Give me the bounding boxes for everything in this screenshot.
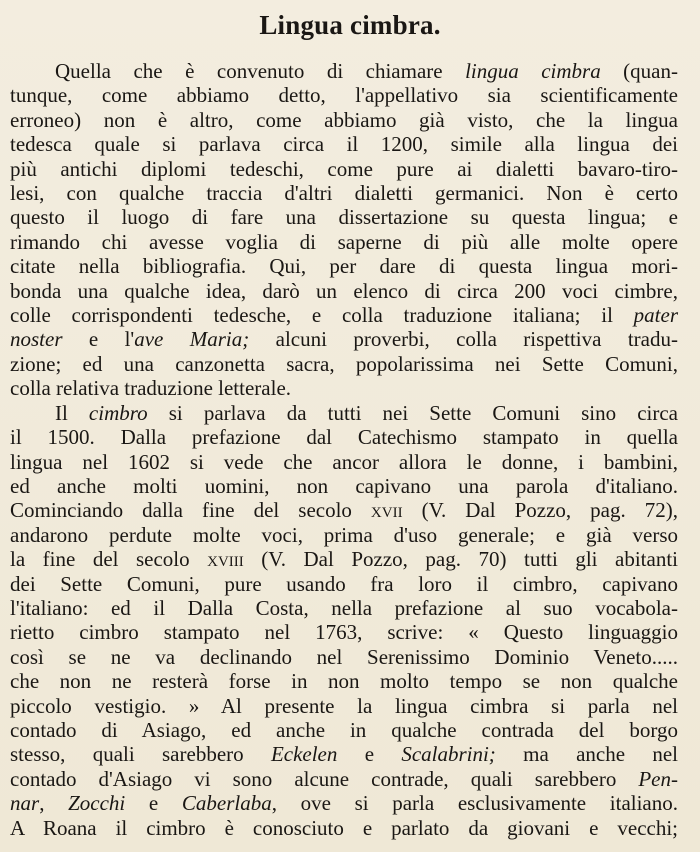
italic-text: Zocchi xyxy=(68,791,126,816)
italic-text: nar xyxy=(10,791,40,816)
text-span: che non ne resterà forse in non molto tempo se non qualche xyxy=(10,669,678,694)
text-line xyxy=(10,157,678,181)
italic-text: Eckelen xyxy=(270,742,338,767)
text-line xyxy=(10,474,678,498)
text-span: si parlava da tutti nei Sette Comuni sino circa xyxy=(147,400,679,425)
text-line xyxy=(10,425,678,449)
text-span: A Roana il cimbro è conosciuto e parlato da giovani e vecchi; xyxy=(10,815,678,840)
text-line xyxy=(10,376,678,400)
text-line xyxy=(10,694,678,718)
text-span: dei Sette Comuni, pure usando fra loro il cimbro, capivano xyxy=(10,571,678,596)
italic-text: pater xyxy=(633,303,678,328)
text-span: zione; ed una canzonetta sacra, popolarissima nei Sette Comuni, xyxy=(10,351,678,376)
text-span: tedesca quale si parlava circa il 1200, simile alla lingua dei xyxy=(10,132,678,157)
text-line xyxy=(10,230,678,254)
italic-text: noster xyxy=(10,327,63,352)
text-span: contado d'Asiago vi sono alcune contrade, quali sarebbero xyxy=(10,766,639,791)
italic-text: ave Maria; xyxy=(134,327,250,352)
text-span: (V. Dal Pozzo, pag. 70) tutti gli abitanti xyxy=(243,547,678,572)
text-span: , ove si parla esclusivamente italiano. xyxy=(271,791,679,816)
italic-text: Pen- xyxy=(638,766,678,791)
text-line xyxy=(10,450,678,474)
text-span: alcuni proverbi, colla rispettiva tradu- xyxy=(249,327,678,352)
italic-text: lingua cimbra xyxy=(465,59,601,83)
small-caps-text: xviii xyxy=(207,547,244,572)
text-line xyxy=(10,303,678,327)
text-span: erroneo) non è altro, come abbiamo già visto, che la lingua xyxy=(10,107,678,132)
text-span: , xyxy=(39,791,69,816)
text-span: Cominciando dalla fine del secolo xyxy=(10,498,371,523)
text-span: piccolo vestigio. » Al presente la lingua cimbra si parla nel xyxy=(10,693,678,718)
text-line xyxy=(10,523,678,547)
text-span: colle corrispondenti tedesche, e colla traduzione italiana; il xyxy=(10,303,634,328)
italic-text: cimbro xyxy=(88,400,148,425)
text-span: colla relativa traduzione letterale. xyxy=(10,376,292,401)
text-span: e xyxy=(337,742,402,767)
text-span: contado di Asiago, ed anche in qualche contrada del borgo xyxy=(10,717,678,742)
text-line xyxy=(10,645,678,669)
text-line xyxy=(10,59,678,83)
text-line xyxy=(10,327,678,351)
text-span: così se ne va declinando nel Serenissimo Dominio Veneto..... xyxy=(10,644,678,669)
text-line xyxy=(10,742,678,766)
text-span: ed anche molti uomini, non capivano una parola d'italiano. xyxy=(10,473,678,498)
text-line xyxy=(10,718,678,742)
text-span: (quan- xyxy=(600,59,678,83)
text-line xyxy=(10,596,678,620)
text-line xyxy=(10,572,678,596)
text-line xyxy=(10,401,678,425)
text-span: la fine del secolo xyxy=(10,547,208,572)
text-span: andarono perdute molte voci, prima d'uso generale; e già verso xyxy=(10,522,678,547)
text-span: più antichi diplomi tedeschi, come pure ai dialetti bavaro-tiro- xyxy=(10,156,678,181)
text-line xyxy=(10,669,678,693)
text-span: (V. Dal Pozzo, pag. 72), xyxy=(402,498,678,523)
text-span: lingua nel 1602 si vede che ancor allora le donne, i bambini, xyxy=(10,449,678,474)
text-line xyxy=(10,547,678,571)
text-span: citate nella bibliografia. Qui, per dare di questa lingua mori- xyxy=(10,254,678,279)
text-line xyxy=(10,816,678,840)
text-line xyxy=(10,352,678,376)
text-span: e xyxy=(125,791,182,816)
text-line xyxy=(10,767,678,791)
text-span: rietto cimbro stampato nel 1763, scrive: « Questo linguaggio xyxy=(10,620,678,645)
text-line xyxy=(10,498,678,522)
text-span: rimando chi avesse voglia di saperne di più alle molte opere xyxy=(10,229,678,254)
italic-text: Scalabrini; xyxy=(401,742,496,767)
body-text xyxy=(10,59,678,840)
text-line xyxy=(10,83,678,107)
text-span: stesso, quali sarebbero xyxy=(10,742,271,767)
text-span: il 1500. Dalla prefazione dal Catechismo stampato in quella xyxy=(10,425,678,450)
text-line xyxy=(10,205,678,229)
text-span: Il xyxy=(55,400,89,425)
text-line xyxy=(10,254,678,278)
text-span: l'italiano: ed il Dalla Costa, nella prefazione al suo vocabola- xyxy=(10,595,678,620)
text-line xyxy=(10,791,678,815)
text-span: lesi, con qualche traccia d'altri dialetti germanici. Non è certo xyxy=(10,181,678,206)
text-line xyxy=(10,279,678,303)
small-caps-text: xvii xyxy=(370,498,403,523)
text-span: tunque, come abbiamo detto, l'appellativo sia scientificamente xyxy=(10,83,678,108)
page-title: Lingua cimbra. xyxy=(259,10,441,40)
text-span: ma anche nel xyxy=(495,742,678,767)
text-line xyxy=(10,181,678,205)
text-line xyxy=(10,132,678,156)
text-span: Quella che è convenuto di chiamare xyxy=(55,59,466,83)
text-span: e l' xyxy=(62,327,135,352)
text-line xyxy=(10,620,678,644)
text-span: bonda una qualche idea, darò un elenco di circa 200 voci cimbre, xyxy=(10,278,678,303)
italic-text: Caberlaba xyxy=(181,791,272,816)
text-span: questo il luogo di fare una dissertazione su questa lingua; e xyxy=(10,205,678,230)
text-line xyxy=(10,108,678,132)
